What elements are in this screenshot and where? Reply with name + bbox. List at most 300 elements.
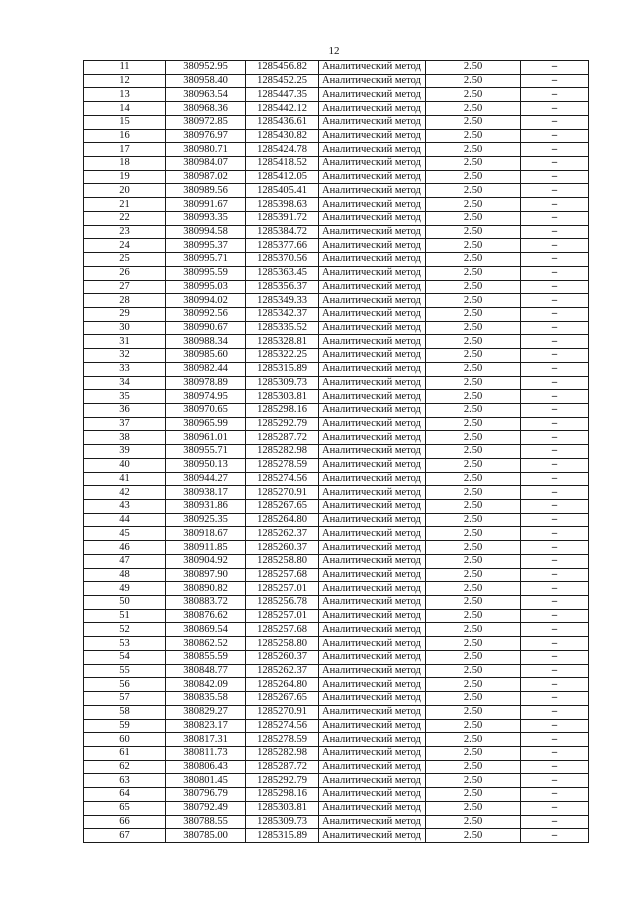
precision-cell: 2.50 xyxy=(426,472,521,486)
row-number-cell: 40 xyxy=(84,458,166,472)
row-number-cell: 57 xyxy=(84,692,166,706)
method-cell: Аналитический метод xyxy=(319,157,426,171)
table-row xyxy=(84,211,589,225)
row-number-cell: 27 xyxy=(84,280,166,294)
method-cell: Аналитический метод xyxy=(319,664,426,678)
note-cell: – xyxy=(521,733,589,747)
row-number-cell: 45 xyxy=(84,527,166,541)
y-coordinate-cell: 1285418.52 xyxy=(246,157,319,171)
y-coordinate-cell: 1285370.56 xyxy=(246,253,319,267)
method-cell: Аналитический метод xyxy=(319,143,426,157)
method-cell: Аналитический метод xyxy=(319,733,426,747)
row-number-cell: 67 xyxy=(84,829,166,843)
note-cell: – xyxy=(521,253,589,267)
method-cell: Аналитический метод xyxy=(319,527,426,541)
precision-cell: 2.50 xyxy=(426,280,521,294)
note-cell: – xyxy=(521,472,589,486)
note-cell: – xyxy=(521,486,589,500)
y-coordinate-cell: 1285303.81 xyxy=(246,390,319,404)
table-row xyxy=(84,486,589,500)
y-coordinate-cell: 1285270.91 xyxy=(246,486,319,500)
x-coordinate-cell: 380991.67 xyxy=(166,198,246,212)
y-coordinate-cell: 1285287.72 xyxy=(246,760,319,774)
x-coordinate-cell: 380955.71 xyxy=(166,445,246,459)
method-cell: Аналитический метод xyxy=(319,746,426,760)
precision-cell: 2.50 xyxy=(426,115,521,129)
precision-cell: 2.50 xyxy=(426,746,521,760)
y-coordinate-cell: 1285315.89 xyxy=(246,362,319,376)
note-cell: – xyxy=(521,335,589,349)
method-cell: Аналитический метод xyxy=(319,774,426,788)
table-row xyxy=(84,500,589,514)
table-row xyxy=(84,705,589,719)
row-number-cell: 30 xyxy=(84,321,166,335)
method-cell: Аналитический метод xyxy=(319,596,426,610)
table-row xyxy=(84,801,589,815)
x-coordinate-cell: 380978.89 xyxy=(166,376,246,390)
table-row xyxy=(84,390,589,404)
table-row xyxy=(84,746,589,760)
x-coordinate-cell: 380842.09 xyxy=(166,678,246,692)
x-coordinate-cell: 380961.01 xyxy=(166,431,246,445)
row-number-cell: 66 xyxy=(84,815,166,829)
method-cell: Аналитический метод xyxy=(319,650,426,664)
note-cell: – xyxy=(521,239,589,253)
note-cell: – xyxy=(521,445,589,459)
row-number-cell: 25 xyxy=(84,253,166,267)
precision-cell: 2.50 xyxy=(426,815,521,829)
method-cell: Аналитический метод xyxy=(319,486,426,500)
method-cell: Аналитический метод xyxy=(319,362,426,376)
precision-cell: 2.50 xyxy=(426,307,521,321)
table-row xyxy=(84,513,589,527)
y-coordinate-cell: 1285278.59 xyxy=(246,733,319,747)
note-cell: – xyxy=(521,760,589,774)
table-row xyxy=(84,760,589,774)
precision-cell: 2.50 xyxy=(426,733,521,747)
y-coordinate-cell: 1285258.80 xyxy=(246,554,319,568)
table-row xyxy=(84,596,589,610)
row-number-cell: 55 xyxy=(84,664,166,678)
note-cell: – xyxy=(521,541,589,555)
row-number-cell: 62 xyxy=(84,760,166,774)
row-number-cell: 23 xyxy=(84,225,166,239)
table-row xyxy=(84,541,589,555)
method-cell: Аналитический метод xyxy=(319,321,426,335)
table-row xyxy=(84,266,589,280)
x-coordinate-cell: 380970.65 xyxy=(166,403,246,417)
y-coordinate-cell: 1285363.45 xyxy=(246,266,319,280)
precision-cell: 2.50 xyxy=(426,760,521,774)
y-coordinate-cell: 1285328.81 xyxy=(246,335,319,349)
method-cell: Аналитический метод xyxy=(319,61,426,75)
row-number-cell: 63 xyxy=(84,774,166,788)
method-cell: Аналитический метод xyxy=(319,829,426,843)
x-coordinate-cell: 380829.27 xyxy=(166,705,246,719)
y-coordinate-cell: 1285303.81 xyxy=(246,801,319,815)
row-number-cell: 43 xyxy=(84,500,166,514)
x-coordinate-cell: 380876.62 xyxy=(166,609,246,623)
x-coordinate-cell: 380931.86 xyxy=(166,500,246,514)
row-number-cell: 46 xyxy=(84,541,166,555)
x-coordinate-cell: 380911.85 xyxy=(166,541,246,555)
row-number-cell: 32 xyxy=(84,349,166,363)
y-coordinate-cell: 1285264.80 xyxy=(246,513,319,527)
table-row xyxy=(84,445,589,459)
note-cell: – xyxy=(521,403,589,417)
x-coordinate-cell: 380988.34 xyxy=(166,335,246,349)
row-number-cell: 64 xyxy=(84,788,166,802)
method-cell: Аналитический метод xyxy=(319,253,426,267)
y-coordinate-cell: 1285262.37 xyxy=(246,664,319,678)
table-row xyxy=(84,129,589,143)
precision-cell: 2.50 xyxy=(426,335,521,349)
x-coordinate-cell: 380817.31 xyxy=(166,733,246,747)
row-number-cell: 47 xyxy=(84,554,166,568)
y-coordinate-cell: 1285270.91 xyxy=(246,705,319,719)
method-cell: Аналитический метод xyxy=(319,513,426,527)
row-number-cell: 54 xyxy=(84,650,166,664)
note-cell: – xyxy=(521,294,589,308)
row-number-cell: 50 xyxy=(84,596,166,610)
table-row xyxy=(84,198,589,212)
method-cell: Аналитический метод xyxy=(319,815,426,829)
method-cell: Аналитический метод xyxy=(319,801,426,815)
y-coordinate-cell: 1285257.01 xyxy=(246,609,319,623)
row-number-cell: 18 xyxy=(84,157,166,171)
x-coordinate-cell: 380995.03 xyxy=(166,280,246,294)
y-coordinate-cell: 1285256.78 xyxy=(246,596,319,610)
table-row xyxy=(84,376,589,390)
x-coordinate-cell: 380965.99 xyxy=(166,417,246,431)
precision-cell: 2.50 xyxy=(426,664,521,678)
precision-cell: 2.50 xyxy=(426,198,521,212)
row-number-cell: 21 xyxy=(84,198,166,212)
table-row xyxy=(84,788,589,802)
y-coordinate-cell: 1285335.52 xyxy=(246,321,319,335)
note-cell: – xyxy=(521,815,589,829)
row-number-cell: 22 xyxy=(84,211,166,225)
method-cell: Аналитический метод xyxy=(319,705,426,719)
precision-cell: 2.50 xyxy=(426,637,521,651)
precision-cell: 2.50 xyxy=(426,129,521,143)
note-cell: – xyxy=(521,225,589,239)
note-cell: – xyxy=(521,115,589,129)
y-coordinate-cell: 1285257.68 xyxy=(246,568,319,582)
note-cell: – xyxy=(521,307,589,321)
note-cell: – xyxy=(521,376,589,390)
row-number-cell: 34 xyxy=(84,376,166,390)
x-coordinate-cell: 380869.54 xyxy=(166,623,246,637)
row-number-cell: 29 xyxy=(84,307,166,321)
table-row xyxy=(84,225,589,239)
x-coordinate-cell: 380944.27 xyxy=(166,472,246,486)
method-cell: Аналитический метод xyxy=(319,198,426,212)
precision-cell: 2.50 xyxy=(426,513,521,527)
precision-cell: 2.50 xyxy=(426,321,521,335)
table-row xyxy=(84,568,589,582)
table-row xyxy=(84,692,589,706)
precision-cell: 2.50 xyxy=(426,458,521,472)
row-number-cell: 11 xyxy=(84,61,166,75)
table-row xyxy=(84,239,589,253)
method-cell: Аналитический метод xyxy=(319,417,426,431)
x-coordinate-cell: 380950.13 xyxy=(166,458,246,472)
row-number-cell: 26 xyxy=(84,266,166,280)
table-row xyxy=(84,170,589,184)
row-number-cell: 51 xyxy=(84,609,166,623)
x-coordinate-cell: 380994.02 xyxy=(166,294,246,308)
note-cell: – xyxy=(521,198,589,212)
x-coordinate-cell: 380994.58 xyxy=(166,225,246,239)
y-coordinate-cell: 1285298.16 xyxy=(246,403,319,417)
note-cell: – xyxy=(521,61,589,75)
y-coordinate-cell: 1285391.72 xyxy=(246,211,319,225)
x-coordinate-cell: 380848.77 xyxy=(166,664,246,678)
x-coordinate-cell: 380968.36 xyxy=(166,102,246,116)
method-cell: Аналитический метод xyxy=(319,403,426,417)
x-coordinate-cell: 380952.95 xyxy=(166,61,246,75)
row-number-cell: 48 xyxy=(84,568,166,582)
precision-cell: 2.50 xyxy=(426,61,521,75)
x-coordinate-cell: 380993.35 xyxy=(166,211,246,225)
precision-cell: 2.50 xyxy=(426,609,521,623)
method-cell: Аналитический метод xyxy=(319,500,426,514)
x-coordinate-cell: 380995.59 xyxy=(166,266,246,280)
y-coordinate-cell: 1285349.33 xyxy=(246,294,319,308)
x-coordinate-cell: 380990.67 xyxy=(166,321,246,335)
note-cell: – xyxy=(521,211,589,225)
table-row xyxy=(84,115,589,129)
x-coordinate-cell: 380984.07 xyxy=(166,157,246,171)
x-coordinate-cell: 380823.17 xyxy=(166,719,246,733)
table-row xyxy=(84,88,589,102)
row-number-cell: 28 xyxy=(84,294,166,308)
note-cell: – xyxy=(521,390,589,404)
method-cell: Аналитический метод xyxy=(319,211,426,225)
precision-cell: 2.50 xyxy=(426,102,521,116)
precision-cell: 2.50 xyxy=(426,719,521,733)
y-coordinate-cell: 1285456.82 xyxy=(246,61,319,75)
table-row xyxy=(84,733,589,747)
method-cell: Аналитический метод xyxy=(319,554,426,568)
table-row xyxy=(84,184,589,198)
table-row xyxy=(84,431,589,445)
precision-cell: 2.50 xyxy=(426,211,521,225)
precision-cell: 2.50 xyxy=(426,596,521,610)
y-coordinate-cell: 1285452.25 xyxy=(246,74,319,88)
precision-cell: 2.50 xyxy=(426,349,521,363)
table-row xyxy=(84,335,589,349)
y-coordinate-cell: 1285257.01 xyxy=(246,582,319,596)
note-cell: – xyxy=(521,746,589,760)
row-number-cell: 15 xyxy=(84,115,166,129)
y-coordinate-cell: 1285309.73 xyxy=(246,376,319,390)
method-cell: Аналитический метод xyxy=(319,184,426,198)
method-cell: Аналитический метод xyxy=(319,349,426,363)
y-coordinate-cell: 1285322.25 xyxy=(246,349,319,363)
note-cell: – xyxy=(521,801,589,815)
method-cell: Аналитический метод xyxy=(319,678,426,692)
precision-cell: 2.50 xyxy=(426,554,521,568)
precision-cell: 2.50 xyxy=(426,253,521,267)
x-coordinate-cell: 380785.00 xyxy=(166,829,246,843)
table-row xyxy=(84,74,589,88)
table-row xyxy=(84,362,589,376)
method-cell: Аналитический метод xyxy=(319,88,426,102)
precision-cell: 2.50 xyxy=(426,500,521,514)
method-cell: Аналитический метод xyxy=(319,582,426,596)
note-cell: – xyxy=(521,719,589,733)
row-number-cell: 17 xyxy=(84,143,166,157)
row-number-cell: 33 xyxy=(84,362,166,376)
x-coordinate-cell: 380883.72 xyxy=(166,596,246,610)
x-coordinate-cell: 380904.92 xyxy=(166,554,246,568)
row-number-cell: 13 xyxy=(84,88,166,102)
y-coordinate-cell: 1285274.56 xyxy=(246,719,319,733)
note-cell: – xyxy=(521,774,589,788)
precision-cell: 2.50 xyxy=(426,705,521,719)
note-cell: – xyxy=(521,102,589,116)
note-cell: – xyxy=(521,184,589,198)
y-coordinate-cell: 1285442.12 xyxy=(246,102,319,116)
x-coordinate-cell: 380976.97 xyxy=(166,129,246,143)
note-cell: – xyxy=(521,157,589,171)
note-cell: – xyxy=(521,143,589,157)
x-coordinate-cell: 380897.90 xyxy=(166,568,246,582)
table-row xyxy=(84,417,589,431)
precision-cell: 2.50 xyxy=(426,541,521,555)
method-cell: Аналитический метод xyxy=(319,266,426,280)
method-cell: Аналитический метод xyxy=(319,239,426,253)
table-row xyxy=(84,650,589,664)
row-number-cell: 52 xyxy=(84,623,166,637)
y-coordinate-cell: 1285258.80 xyxy=(246,637,319,651)
row-number-cell: 58 xyxy=(84,705,166,719)
y-coordinate-cell: 1285267.65 xyxy=(246,500,319,514)
y-coordinate-cell: 1285260.37 xyxy=(246,650,319,664)
method-cell: Аналитический метод xyxy=(319,719,426,733)
x-coordinate-cell: 380992.56 xyxy=(166,307,246,321)
precision-cell: 2.50 xyxy=(426,143,521,157)
x-coordinate-cell: 380963.54 xyxy=(166,88,246,102)
x-coordinate-cell: 380811.73 xyxy=(166,746,246,760)
precision-cell: 2.50 xyxy=(426,294,521,308)
x-coordinate-cell: 380835.58 xyxy=(166,692,246,706)
y-coordinate-cell: 1285298.16 xyxy=(246,788,319,802)
method-cell: Аналитический метод xyxy=(319,74,426,88)
table-row xyxy=(84,157,589,171)
precision-cell: 2.50 xyxy=(426,692,521,706)
precision-cell: 2.50 xyxy=(426,157,521,171)
method-cell: Аналитический метод xyxy=(319,568,426,582)
row-number-cell: 16 xyxy=(84,129,166,143)
note-cell: – xyxy=(521,705,589,719)
row-number-cell: 31 xyxy=(84,335,166,349)
row-number-cell: 59 xyxy=(84,719,166,733)
x-coordinate-cell: 380987.02 xyxy=(166,170,246,184)
method-cell: Аналитический метод xyxy=(319,225,426,239)
table-row xyxy=(84,403,589,417)
y-coordinate-cell: 1285377.66 xyxy=(246,239,319,253)
table-row xyxy=(84,307,589,321)
table-row xyxy=(84,527,589,541)
note-cell: – xyxy=(521,88,589,102)
table-row xyxy=(84,623,589,637)
precision-cell: 2.50 xyxy=(426,431,521,445)
row-number-cell: 61 xyxy=(84,746,166,760)
precision-cell: 2.50 xyxy=(426,650,521,664)
precision-cell: 2.50 xyxy=(426,170,521,184)
coordinates-table-body xyxy=(84,61,589,843)
method-cell: Аналитический метод xyxy=(319,445,426,459)
note-cell: – xyxy=(521,637,589,651)
row-number-cell: 12 xyxy=(84,74,166,88)
row-number-cell: 65 xyxy=(84,801,166,815)
y-coordinate-cell: 1285356.37 xyxy=(246,280,319,294)
note-cell: – xyxy=(521,527,589,541)
x-coordinate-cell: 380972.85 xyxy=(166,115,246,129)
method-cell: Аналитический метод xyxy=(319,170,426,184)
row-number-cell: 37 xyxy=(84,417,166,431)
method-cell: Аналитический метод xyxy=(319,307,426,321)
precision-cell: 2.50 xyxy=(426,88,521,102)
table-row xyxy=(84,143,589,157)
method-cell: Аналитический метод xyxy=(319,637,426,651)
precision-cell: 2.50 xyxy=(426,184,521,198)
row-number-cell: 41 xyxy=(84,472,166,486)
precision-cell: 2.50 xyxy=(426,801,521,815)
x-coordinate-cell: 380862.52 xyxy=(166,637,246,651)
table-row xyxy=(84,582,589,596)
table-row xyxy=(84,102,589,116)
method-cell: Аналитический метод xyxy=(319,458,426,472)
method-cell: Аналитический метод xyxy=(319,431,426,445)
note-cell: – xyxy=(521,664,589,678)
method-cell: Аналитический метод xyxy=(319,280,426,294)
x-coordinate-cell: 380855.59 xyxy=(166,650,246,664)
method-cell: Аналитический метод xyxy=(319,760,426,774)
x-coordinate-cell: 380995.37 xyxy=(166,239,246,253)
method-cell: Аналитический метод xyxy=(319,788,426,802)
y-coordinate-cell: 1285398.63 xyxy=(246,198,319,212)
x-coordinate-cell: 380925.35 xyxy=(166,513,246,527)
method-cell: Аналитический метод xyxy=(319,129,426,143)
note-cell: – xyxy=(521,170,589,184)
note-cell: – xyxy=(521,74,589,88)
row-number-cell: 38 xyxy=(84,431,166,445)
x-coordinate-cell: 380989.56 xyxy=(166,184,246,198)
y-coordinate-cell: 1285384.72 xyxy=(246,225,319,239)
note-cell: – xyxy=(521,596,589,610)
y-coordinate-cell: 1285430.82 xyxy=(246,129,319,143)
row-number-cell: 36 xyxy=(84,403,166,417)
y-coordinate-cell: 1285264.80 xyxy=(246,678,319,692)
method-cell: Аналитический метод xyxy=(319,609,426,623)
note-cell: – xyxy=(521,554,589,568)
y-coordinate-cell: 1285282.98 xyxy=(246,445,319,459)
note-cell: – xyxy=(521,280,589,294)
row-number-cell: 20 xyxy=(84,184,166,198)
precision-cell: 2.50 xyxy=(426,623,521,637)
y-coordinate-cell: 1285405.41 xyxy=(246,184,319,198)
note-cell: – xyxy=(521,266,589,280)
row-number-cell: 44 xyxy=(84,513,166,527)
y-coordinate-cell: 1285424.78 xyxy=(246,143,319,157)
method-cell: Аналитический метод xyxy=(319,623,426,637)
y-coordinate-cell: 1285257.68 xyxy=(246,623,319,637)
method-cell: Аналитический метод xyxy=(319,692,426,706)
